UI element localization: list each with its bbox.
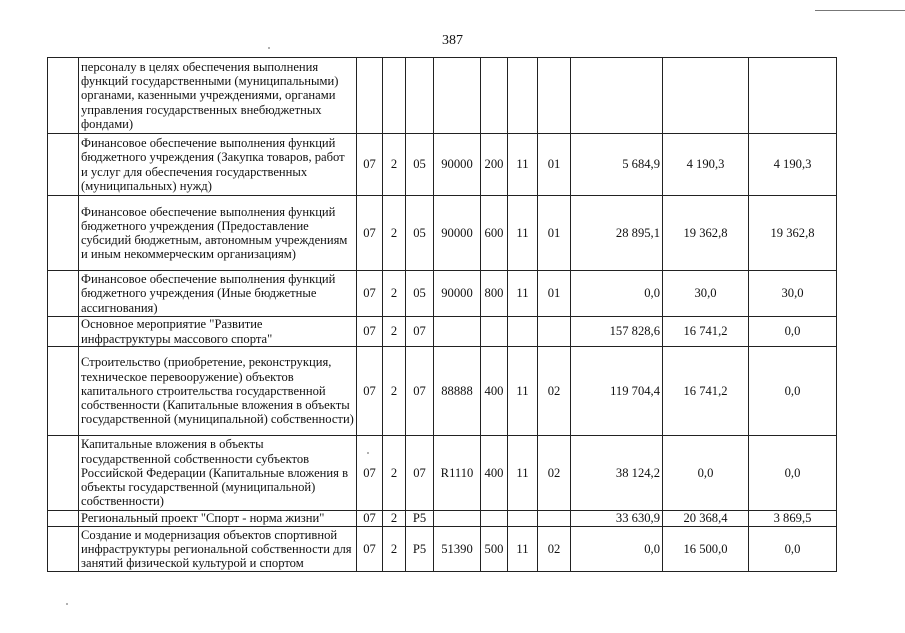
row-description: Основное мероприятие "Развитие инфраструктуры массового спорта" xyxy=(79,317,357,347)
scan-speck xyxy=(66,603,68,605)
cell-expense-type: 800 xyxy=(481,271,508,317)
row-index-blank xyxy=(48,271,79,317)
cell-subsection-b: P5 xyxy=(406,511,434,527)
row-description: Финансовое обеспечение выполнения функций бюджетного учреждения (Предоставление субсидий бюджетным, автономным учреждениям и иным некоммерческим организациям) xyxy=(79,196,357,271)
cell-code-01: 02 xyxy=(538,527,571,572)
cell-subsection-a: 2 xyxy=(383,271,406,317)
cell-target-code: 51390 xyxy=(434,527,481,572)
table-row xyxy=(48,317,837,347)
budget-table xyxy=(47,57,837,572)
cell-amount-1: 119 704,4 xyxy=(571,347,663,436)
cell-subsection-a: 2 xyxy=(383,527,406,572)
row-description: персоналу в целях обеспечения выполнения функций государственными (муниципальными) органами, казенными учреждениями, органами управления государственных внебюджетных фондами) xyxy=(79,58,357,134)
table-row xyxy=(48,511,837,527)
cell-code-01 xyxy=(538,317,571,347)
cell-amount-3: 0,0 xyxy=(749,317,837,347)
cell-code-11: 11 xyxy=(508,347,538,436)
row-description: Финансовое обеспечение выполнения функций бюджетного учреждения (Закупка товаров, работ и услуг для обеспечения государственных (муниципальных) нужд) xyxy=(79,134,357,196)
cell-amount-3: 0,0 xyxy=(749,527,837,572)
row-index-blank xyxy=(48,58,79,134)
scan-edge-line xyxy=(815,10,905,11)
cell-subsection-b: 05 xyxy=(406,196,434,271)
cell-expense-type xyxy=(481,511,508,527)
cell-amount-3: 19 362,8 xyxy=(749,196,837,271)
cell-code-01 xyxy=(538,511,571,527)
cell-code-01: 02 xyxy=(538,347,571,436)
cell-amount-3: 0,0 xyxy=(749,347,837,436)
cell-amount-2: 0,0 xyxy=(663,436,749,511)
cell-expense-type: 400 xyxy=(481,436,508,511)
cell-expense-type: 600 xyxy=(481,196,508,271)
cell-expense-type: 500 xyxy=(481,527,508,572)
cell-amount-3: 3 869,5 xyxy=(749,511,837,527)
cell-code-01: 01 xyxy=(538,134,571,196)
table-row xyxy=(48,436,837,511)
cell-amount-2 xyxy=(663,58,749,134)
table-row xyxy=(48,196,837,271)
cell-target-code: 90000 xyxy=(434,271,481,317)
cell-code-11: 11 xyxy=(508,196,538,271)
cell-code-11 xyxy=(508,317,538,347)
cell-subsection-b xyxy=(406,58,434,134)
cell-expense-type xyxy=(481,58,508,134)
cell-amount-1: 33 630,9 xyxy=(571,511,663,527)
row-index-blank xyxy=(48,436,79,511)
cell-subsection-b: 07 xyxy=(406,347,434,436)
cell-target-code: 88888 xyxy=(434,347,481,436)
cell-code-11 xyxy=(508,58,538,134)
cell-expense-type: 200 xyxy=(481,134,508,196)
cell-subsection-b: 05 xyxy=(406,134,434,196)
row-index-blank xyxy=(48,347,79,436)
cell-subsection-a: 2 xyxy=(383,511,406,527)
table-row xyxy=(48,527,837,572)
cell-section: 07 xyxy=(357,527,383,572)
cell-target-code: 90000 xyxy=(434,196,481,271)
cell-subsection-b: 05 xyxy=(406,271,434,317)
cell-subsection-b: 07 xyxy=(406,436,434,511)
cell-section: 07 xyxy=(357,317,383,347)
table-row xyxy=(48,134,837,196)
cell-amount-1 xyxy=(571,58,663,134)
cell-target-code xyxy=(434,317,481,347)
cell-amount-1: 0,0 xyxy=(571,527,663,572)
cell-target-code xyxy=(434,511,481,527)
cell-amount-1: 5 684,9 xyxy=(571,134,663,196)
cell-amount-3 xyxy=(749,58,837,134)
cell-amount-1: 157 828,6 xyxy=(571,317,663,347)
cell-subsection-a: 2 xyxy=(383,196,406,271)
cell-amount-3: 4 190,3 xyxy=(749,134,837,196)
cell-amount-3: 0,0 xyxy=(749,436,837,511)
cell-target-code xyxy=(434,58,481,134)
cell-section: 07 xyxy=(357,134,383,196)
cell-code-11 xyxy=(508,511,538,527)
table-row xyxy=(48,58,837,134)
cell-code-01: 01 xyxy=(538,196,571,271)
cell-section: 07 xyxy=(357,511,383,527)
row-index-blank xyxy=(48,511,79,527)
row-index-blank xyxy=(48,196,79,271)
cell-amount-2: 19 362,8 xyxy=(663,196,749,271)
cell-expense-type: 400 xyxy=(481,347,508,436)
cell-section: 07 xyxy=(357,271,383,317)
row-description: Капитальные вложения в объекты государственной собственности субъектов Российской Федерации (Капитальные вложения в объекты государственной (муниципальной) собственности) xyxy=(79,436,357,511)
table-row xyxy=(48,271,837,317)
table-row xyxy=(48,347,837,436)
row-description: Строительство (приобретение, реконструкция, техническое перевооружение) объектов капитального строительства государственной собственности (Капитальные вложения в объекты государственной (муниципальной) собственности) xyxy=(79,347,357,436)
cell-amount-2: 20 368,4 xyxy=(663,511,749,527)
cell-subsection-b: 07 xyxy=(406,317,434,347)
cell-section: 07 xyxy=(357,196,383,271)
cell-subsection-a: 2 xyxy=(383,347,406,436)
cell-subsection-a: 2 xyxy=(383,134,406,196)
cell-amount-2: 30,0 xyxy=(663,271,749,317)
cell-amount-3: 30,0 xyxy=(749,271,837,317)
cell-target-code: 90000 xyxy=(434,134,481,196)
cell-code-01: 02 xyxy=(538,436,571,511)
cell-code-11: 11 xyxy=(508,271,538,317)
cell-amount-2: 16 741,2 xyxy=(663,347,749,436)
cell-expense-type xyxy=(481,317,508,347)
row-description: Региональный проект "Спорт - норма жизни" xyxy=(79,511,357,527)
cell-code-11: 11 xyxy=(508,134,538,196)
row-description: Создание и модернизация объектов спортивной инфраструктуры региональной собственности для занятий физической культурой и спортом xyxy=(79,527,357,572)
row-index-blank xyxy=(48,134,79,196)
cell-code-01 xyxy=(538,58,571,134)
cell-section xyxy=(357,58,383,134)
cell-subsection-a: 2 xyxy=(383,317,406,347)
row-index-blank xyxy=(48,527,79,572)
row-index-blank xyxy=(48,317,79,347)
cell-amount-1: 38 124,2 xyxy=(571,436,663,511)
cell-amount-2: 16 500,0 xyxy=(663,527,749,572)
cell-code-11: 11 xyxy=(508,527,538,572)
cell-amount-1: 28 895,1 xyxy=(571,196,663,271)
row-description: Финансовое обеспечение выполнения функций бюджетного учреждения (Иные бюджетные ассигнования) xyxy=(79,271,357,317)
cell-amount-2: 16 741,2 xyxy=(663,317,749,347)
cell-section: 07 xyxy=(357,436,383,511)
cell-amount-1: 0,0 xyxy=(571,271,663,317)
page-number: 387 xyxy=(442,33,463,48)
cell-section: 07 xyxy=(357,347,383,436)
cell-subsection-b: P5 xyxy=(406,527,434,572)
cell-code-11: 11 xyxy=(508,436,538,511)
cell-subsection-a xyxy=(383,58,406,134)
cell-target-code: R1110 xyxy=(434,436,481,511)
cell-amount-2: 4 190,3 xyxy=(663,134,749,196)
cell-code-01: 01 xyxy=(538,271,571,317)
cell-subsection-a: 2 xyxy=(383,436,406,511)
